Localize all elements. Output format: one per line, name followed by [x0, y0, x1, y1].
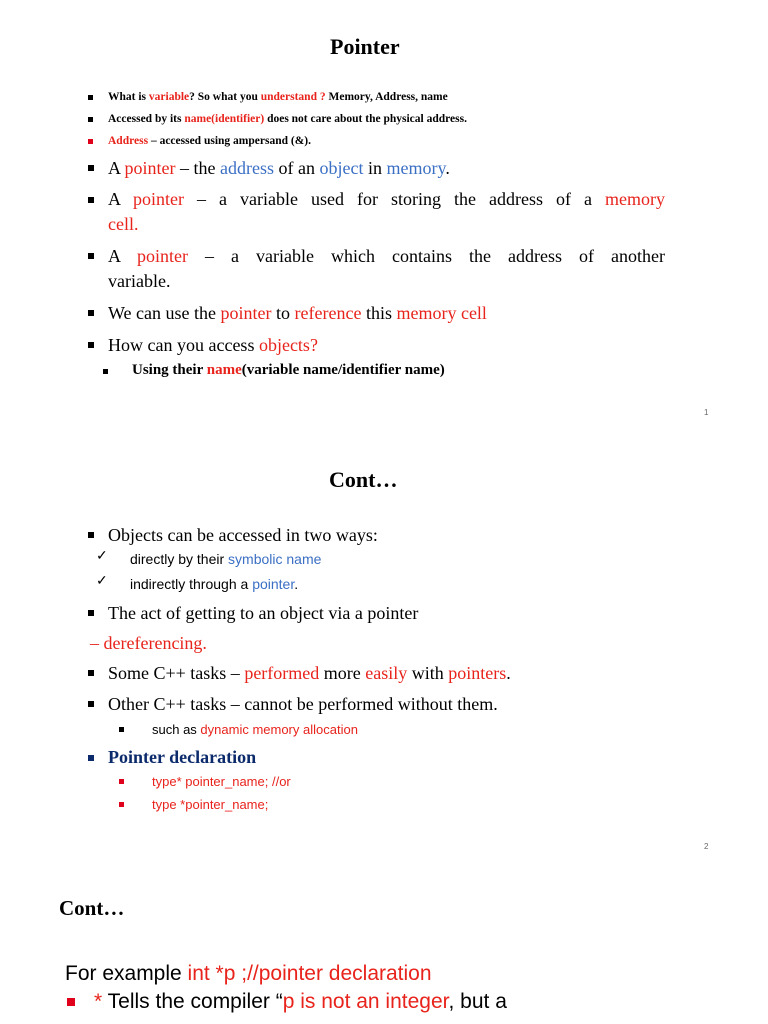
slide-title: Cont… — [59, 896, 125, 920]
small-bullet-2: Accessed by its name(identifier) does not care about the physical address. — [108, 113, 467, 125]
bullet-icon — [67, 998, 75, 1006]
access-answer: Using their name(variable name/identifier name) — [132, 362, 445, 378]
compiler-note: * Tells the compiler “p is not an integer, but a — [94, 990, 507, 1013]
page-number: 2 — [704, 842, 709, 851]
dynamic-allocation-example: such as dynamic memory allocation — [152, 722, 358, 737]
dereferencing-term: – dereferencing. — [90, 633, 207, 653]
checkmark-icon: ✓ — [96, 574, 108, 589]
cpp-tasks-required: Other C++ tasks – cannot be performed without them. — [108, 694, 498, 714]
pointer-def-2: A pointer – a variable used for storing the address of a memory — [108, 189, 666, 209]
cpp-tasks-easy: Some C++ tasks – performed more easily with pointers. — [108, 663, 511, 683]
small-bullet-1: What is variable? So what you understand ? Memory, Address, name — [108, 91, 448, 103]
pointer-declaration-heading: Pointer declaration — [108, 747, 257, 767]
checkmark-icon: ✓ — [96, 549, 108, 564]
declaration-syntax-1: type* pointer_name; //or — [152, 774, 291, 789]
access-ways: Objects can be accessed in two ways: — [108, 525, 378, 545]
dereference-intro: The act of getting to an object via a pointer — [108, 603, 419, 623]
example-line: For example int *p ;//pointer declaration — [65, 962, 432, 985]
page-number: 1 — [704, 408, 709, 417]
direct-access: directly by their symbolic name — [130, 551, 322, 567]
slide-title: Pointer — [330, 34, 400, 59]
access-question: How can you access objects? — [108, 335, 318, 355]
pointer-def-3: A pointer – a variable which contains the address of another — [108, 246, 666, 266]
pointer-def-2-cont: cell. — [108, 214, 139, 234]
declaration-syntax-2: type *pointer_name; — [152, 797, 269, 812]
pointer-def-3-cont: variable. — [108, 271, 171, 291]
indirect-access: indirectly through a pointer. — [130, 576, 299, 592]
pointer-usage: We can use the pointer to reference this memory cell — [108, 303, 487, 323]
slide-title: Cont… — [329, 467, 398, 492]
small-bullet-3: Address – accessed using ampersand (&). — [108, 135, 311, 147]
pointer-def-1: A pointer – the address of an object in memory. — [108, 158, 450, 178]
